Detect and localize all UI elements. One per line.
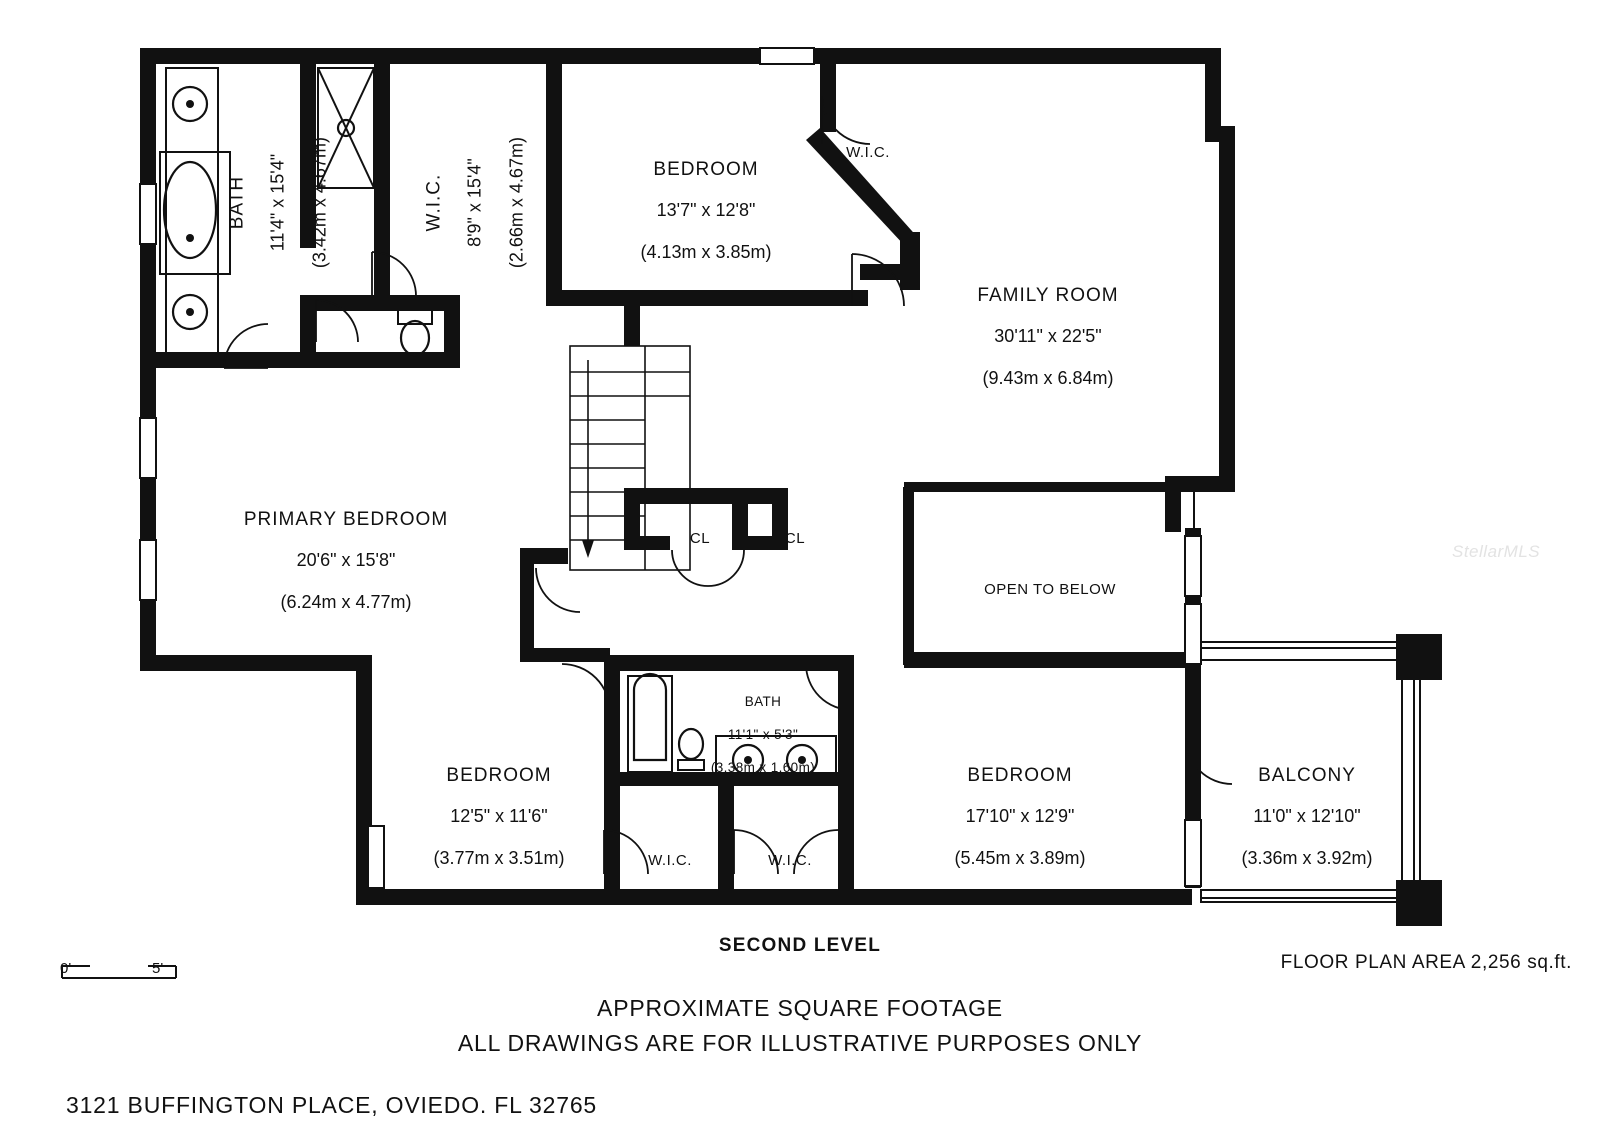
room-dim-bedroom-lower-left: 12'5" x 11'6" xyxy=(450,806,548,827)
wic-bedroom-upper-text: W.I.C. xyxy=(846,144,890,162)
room-label-bath-primary xyxy=(205,73,350,333)
label-closet-right xyxy=(760,512,830,549)
room-dimm-balcony: (3.36m x 3.92m) xyxy=(1241,847,1373,868)
label-open-to-below xyxy=(930,563,1170,600)
scale-label-zero: 0' xyxy=(60,960,72,977)
room-dim-bath-primary: 11'4" x 15'4" xyxy=(267,153,288,252)
room-dimm-family-room: (9.43m x 6.84m) xyxy=(982,367,1114,388)
room-name-bath-hall: BATH xyxy=(744,694,782,710)
room-label-balcony xyxy=(1182,744,1432,889)
level-title: SECOND LEVEL xyxy=(718,935,882,956)
room-label-primary-bedroom xyxy=(206,488,486,633)
room-name-bath-primary: BATH xyxy=(225,175,247,230)
room-label-bath-hall xyxy=(668,678,858,793)
room-dim-family-room: 30'11" x 22'5" xyxy=(994,326,1102,347)
label-wic-bedroom-upper xyxy=(820,126,916,163)
room-label-bedroom-upper xyxy=(576,138,836,283)
room-dimm-bath-primary: (3.42m x 4.67m) xyxy=(309,137,330,269)
room-label-family-room xyxy=(912,264,1184,409)
room-dim-bedroom-lower-right: 17'10" x 12'9" xyxy=(965,806,1075,827)
wic-lower-right-text: W.I.C. xyxy=(768,852,812,870)
room-dimm-wic-primary: (2.66m x 4.67m) xyxy=(506,137,527,269)
room-dim-bath-hall: 11'1" x 5'3" xyxy=(727,727,799,743)
watermark: StellarMLS xyxy=(1452,542,1541,561)
approximate-note: APPROXIMATE SQUARE FOOTAGE xyxy=(597,995,1003,1021)
floor-plan-area: FLOOR PLAN AREA 2,256 sq.ft. xyxy=(1280,952,1572,973)
scale-label-five: 5' xyxy=(152,960,164,977)
room-name-balcony: BALCONY xyxy=(1258,764,1356,786)
room-dim-bedroom-upper: 13'7" x 12'8" xyxy=(656,200,756,221)
room-dimm-bedroom-lower-right: (5.45m x 3.89m) xyxy=(954,847,1086,868)
wic-lower-left-text: W.I.C. xyxy=(648,852,692,870)
property-address: 3121 BUFFINGTON PLACE, OVIEDO. FL 32765 xyxy=(66,1092,598,1118)
room-dimm-bedroom-upper: (4.13m x 3.85m) xyxy=(640,241,772,262)
room-name-bedroom-upper: BEDROOM xyxy=(653,158,759,180)
room-label-wic-primary xyxy=(402,73,547,333)
closet-right-text: CL xyxy=(784,530,806,548)
room-dimm-bath-hall: (3.38m x 1.60m) xyxy=(710,760,816,776)
room-dimm-bedroom-lower-left: (3.77m x 3.51m) xyxy=(433,847,565,868)
room-label-bedroom-lower-left xyxy=(370,744,628,889)
label-wic-lower-left xyxy=(625,834,715,871)
room-name-primary-bedroom: PRIMARY BEDROOM xyxy=(243,508,449,530)
room-name-bedroom-lower-left: BEDROOM xyxy=(446,764,552,786)
room-dim-balcony: 11'0" x 12'10" xyxy=(1253,806,1361,827)
label-closet-left xyxy=(665,512,735,549)
room-dim-primary-bedroom: 20'6" x 15'8" xyxy=(296,550,396,571)
open-to-below-text: OPEN TO BELOW xyxy=(984,581,1116,599)
room-dim-wic-primary: 8'9" x 15'4" xyxy=(464,158,485,247)
room-dimm-primary-bedroom: (6.24m x 4.77m) xyxy=(280,591,412,612)
room-label-bedroom-lower-right xyxy=(890,744,1150,889)
illustrative-note: ALL DRAWINGS ARE FOR ILLUSTRATIVE PURPOSES ONLY xyxy=(457,1030,1143,1056)
closet-left-text: CL xyxy=(689,530,711,548)
label-wic-lower-right xyxy=(745,834,835,871)
room-name-wic-primary: W.I.C. xyxy=(422,173,444,232)
room-name-family-room: FAMILY ROOM xyxy=(977,284,1119,306)
room-name-bedroom-lower-right: BEDROOM xyxy=(967,764,1073,786)
